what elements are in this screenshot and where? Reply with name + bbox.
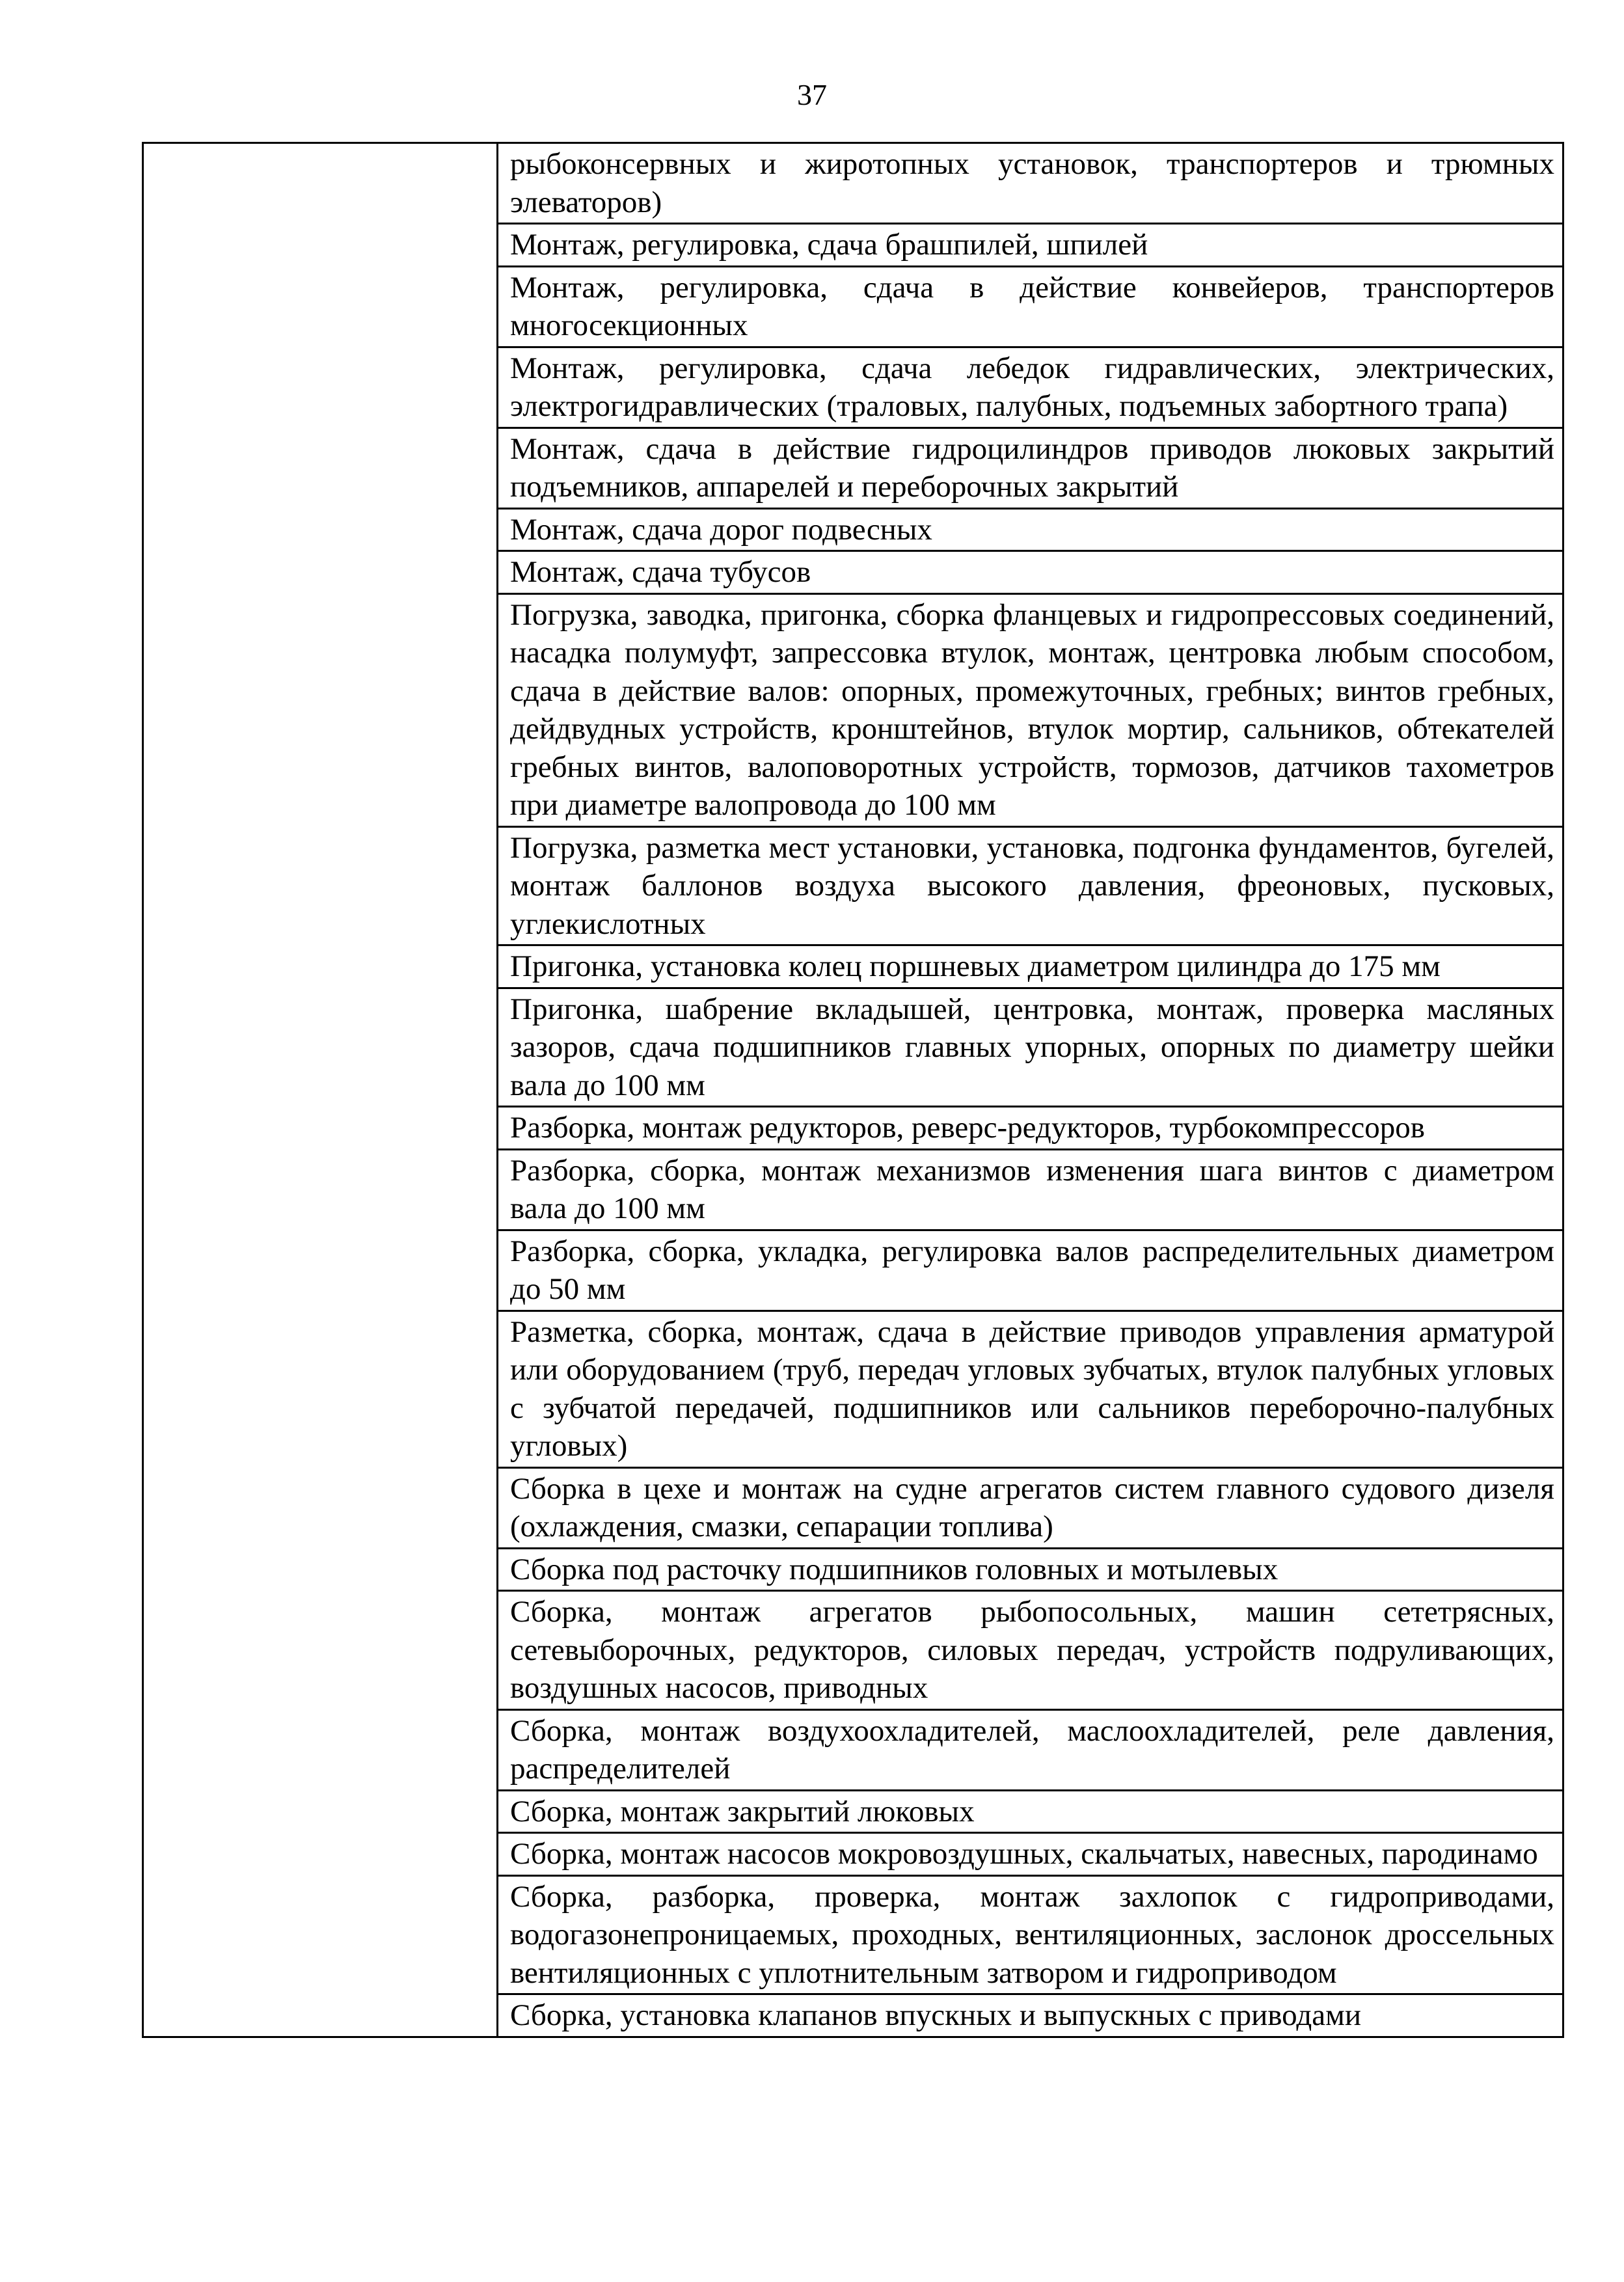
- table-row: Монтаж, регулировка, сдача в действие конвейеров, транспортеров многосекционных: [498, 267, 1562, 348]
- table-row: Погрузка, разметка мест установки, установка, подгонка фундаментов, бугелей, монтаж баллонов воздуха высокого давления, фреоновых, пусковых, углекислотных: [498, 828, 1562, 947]
- table-row: Погрузка, заводка, пригонка, сборка фланцевых и гидропрессовых соединений, насадка полумуфт, запрессовка втулок, монтаж, центровка любым способом, сдача в действие валов: опорных, промежуточных, гребных; винтов гребных, дейдвудных устройств, кронштейнов, втулок мортир, сальников, обтекателей гребных винтов, валоповоротных устройств, тормозов, датчиков тахометров при диаметре валопровода до 100 мм: [498, 595, 1562, 828]
- table-row: Монтаж, регулировка, сдача лебедок гидравлических, электрических, электрогидравлических (траловых, палубных, подъемных забортного трапа): [498, 348, 1562, 429]
- table-row: Сборка, монтаж агрегатов рыбопосольных, машин сететрясных, сетевыборочных, редукторов, силовых передач, устройств подруливающих, воздушных насосов, приводных: [498, 1592, 1562, 1711]
- table-row: Монтаж, сдача дорог подвесных: [498, 509, 1562, 552]
- table-left-column: [144, 144, 498, 2036]
- table-row: Разборка, монтаж редукторов, реверс-редукторов, турбокомпрессоров: [498, 1107, 1562, 1150]
- table-row: Монтаж, регулировка, сдача брашпилей, шпилей: [498, 224, 1562, 267]
- table-right-column: [498, 144, 1562, 2036]
- table-row: Разборка, сборка, укладка, регулировка валов распределительных диаметром до 50 мм: [498, 1231, 1562, 1312]
- table-row: Монтаж, сдача в действие гидроцилиндров приводов люковых закрытий подъемников, аппарелей и переборочных закрытий: [498, 429, 1562, 509]
- table-row: Сборка в цехе и монтаж на судне агрегатов систем главного судового дизеля (охлаждения, смазки, сепарации топлива): [498, 1469, 1562, 1549]
- table-row: рыбоконсервных и жиротопных установок, транспортеров и трюмных элеваторов): [498, 144, 1562, 224]
- table-row: Пригонка, установка колец поршневых диаметром цилиндра до 175 мм: [498, 946, 1562, 989]
- table-row: Сборка, установка клапанов впускных и выпускных с приводами: [510, 1998, 1361, 2032]
- table-row: Сборка под расточку подшипников головных и мотылевых: [498, 1549, 1562, 1592]
- table-row: Сборка, монтаж закрытий люковых: [498, 1791, 1562, 1834]
- table-row: Монтаж, сдача тубусов: [498, 552, 1562, 595]
- page-number: 37: [797, 78, 827, 111]
- table-row: Сборка, монтаж насосов мокровоздушных, скальчатых, навесных, пародинамо: [498, 1834, 1562, 1877]
- table-row: Разборка, сборка, монтаж механизмов изменения шага винтов с диаметром вала до 100 мм: [498, 1150, 1562, 1231]
- table-row: Сборка, монтаж воздухоохладителей, маслоохладителей, реле давления, распределителей: [498, 1711, 1562, 1791]
- table-row: Пригонка, шабрение вкладышей, центровка, монтаж, проверка масляных зазоров, сдача подшипников главных упорных, опорных по диаметру шейки вала до 100 мм: [498, 989, 1562, 1108]
- work-list-table: [142, 142, 1564, 2038]
- table-row: Сборка, разборка, проверка, монтаж захлопок с гидроприводами, водогазонепроницаемых, проходных, вентиляционных, заслонок дроссельных вентиляционных с уплотнительным затвором и гидроприводом: [498, 1877, 1562, 1996]
- table-row: Разметка, сборка, монтаж, сдача в действие приводов управления арматурой или оборудованием (труб, передач угловых зубчатых, втулок палубных угловых с зубчатой передачей, подшипников или сальников переборочно-палубных угловых): [498, 1312, 1562, 1469]
